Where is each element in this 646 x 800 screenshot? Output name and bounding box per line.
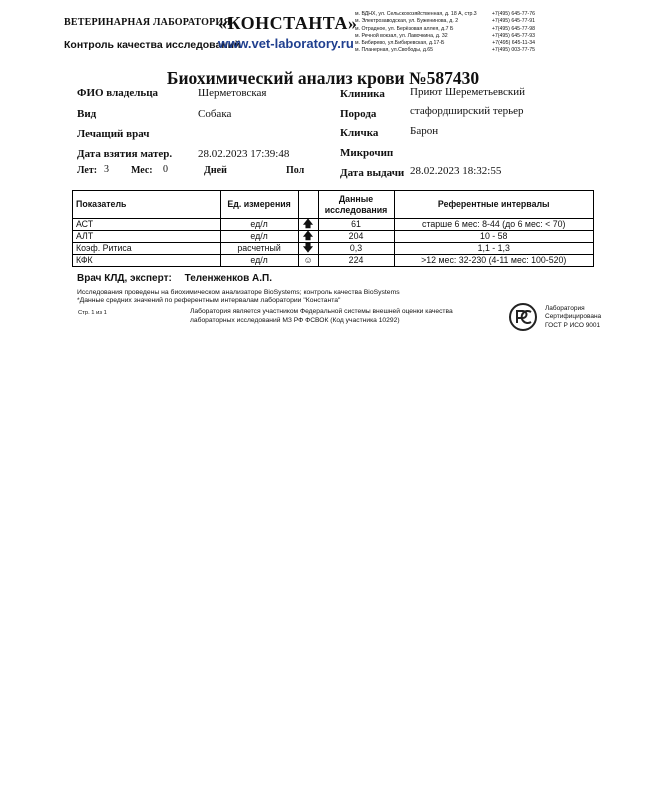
row-value: 224 [318,255,394,267]
species-value: Собака [198,108,232,120]
row-parameter: Коэф. Ритиса [73,243,221,255]
table-row [73,255,594,267]
row-reference: 1,1 - 1,3 [394,243,594,255]
row-value: 204 [318,231,394,243]
address-list [355,11,535,55]
col-header-flag [298,191,318,219]
issue-date-value: 28.02.2023 18:32:55 [410,165,502,177]
lab-subtitle: Контроль качества исследований [64,39,241,51]
page-number: Стр. 1 из 1 [78,310,107,316]
doctor-label: Лечащий врач [77,128,150,140]
row-unit: ед/л [220,219,298,231]
row-unit: ед/л [220,255,298,267]
years-value: 3 [104,164,109,175]
nickname-value: Барон [410,125,439,137]
col-header-value: Данные исследования [318,191,394,219]
sex-label: Пол [286,165,305,176]
analyzer-note: Исследования проведены на биохимическом анализаторе BioSystems; контроль качества BioSystems [77,289,400,296]
sample-date-label: Дата взятия матер. [77,148,173,160]
lab-brand: «КОНСТАНТА» [218,13,358,33]
owner-value: Шерметовская [198,87,267,99]
row-value: 0,3 [318,243,394,255]
row-reference: >12 мес: 32-230 (4-11 мес: 100-520) [394,255,594,267]
table-row [73,219,594,231]
row-parameter: КФК [73,255,221,267]
address-row: м. Электрозаводская, ул. Буженинова, д. 2 +7(495) 645-77-91 [355,18,535,25]
up-arrow-icon: 🡅 [298,219,318,231]
lab-doctor [77,273,272,284]
days-label: Дней [204,165,227,176]
certification-logo-icon [508,302,538,332]
down-arrow-icon: 🡇 [298,243,318,255]
owner-label: ФИО владельца [77,87,159,99]
results-table [72,190,594,267]
row-reference: 10 - 58 [394,231,594,243]
table-row [73,231,594,243]
lab-name: ВЕТЕРИНАРНАЯ ЛАБОРАТОРИЯ [64,17,231,28]
address-row: м. ВДНХ, ул. Сельскохозяйственная, д. 18 А, стр.3 +7(495) 645-77-76 [355,11,535,17]
col-header-parameter: Показатель [73,191,221,219]
row-parameter: АСТ [73,219,221,231]
fsvok-note: Лаборатория является участником Федеральной системы внешней оценки качества лабораторных исследований МЗ РФ ФСВОК (Код участника 10292) [190,308,453,324]
breed-value: стафордширский терьер [410,105,524,117]
address-row: м. Бибирево, ул.Бибиревская, д.17-Б +7(495) 645-11-34 [355,40,535,47]
up-arrow-icon: 🡅 [298,231,318,243]
smiley-icon: ☺ [298,255,318,267]
row-unit: расчетный [220,243,298,255]
table-row [73,243,594,255]
lab-doctor-label: Врач КЛД, эксперт: [77,273,172,284]
address-row: м. Речной вокзал, ул. Лавочкина, д. 32 +7(495) 645-77-93 [355,32,535,39]
issue-date-label: Дата выдачи [340,167,405,179]
clinic-value: Приют Шереметьевский [410,86,526,98]
address-row: м. Отрадное, ул. Берёзовая аллея, д.7 Б +7(495) 645-77-98 [355,25,535,32]
row-unit: ед/л [220,231,298,243]
clinic-label: Клиника [340,88,385,100]
sample-date-value: 28.02.2023 17:39:48 [198,148,290,160]
months-label: Мес: [131,165,153,176]
lab-doctor-name: Теленженков А.П. [184,273,273,284]
species-label: Вид [77,108,97,120]
row-value: 61 [318,219,394,231]
col-header-unit: Ед. измерения [220,191,298,219]
table-header-row [73,191,594,219]
years-label: Лет: [77,165,98,176]
certification-text: Лаборатория Сертифицирована ГОСТ Р ИСО 9001 [545,305,602,329]
months-value: 0 [163,164,168,175]
document-title: Биохимический анализ крови №587430 [166,68,480,88]
chip-label: Микрочип [340,147,394,159]
col-header-reference: Референтные интервалы [394,191,594,219]
nickname-label: Кличка [340,127,379,139]
breed-label: Порода [340,108,377,120]
reference-note: *Данные средних значений по референтным интервалам лаборатории "Константа" [77,297,341,304]
address-row: м. Планерная, ул.Свободы, д.65 +7(495) 003-77-75 [355,47,535,54]
row-reference: старше 6 мес: 8-44 (до 6 мес: < 70) [394,219,594,231]
row-parameter: АЛТ [73,231,221,243]
lab-url[interactable]: www.vet-laboratory.ru [218,36,354,51]
